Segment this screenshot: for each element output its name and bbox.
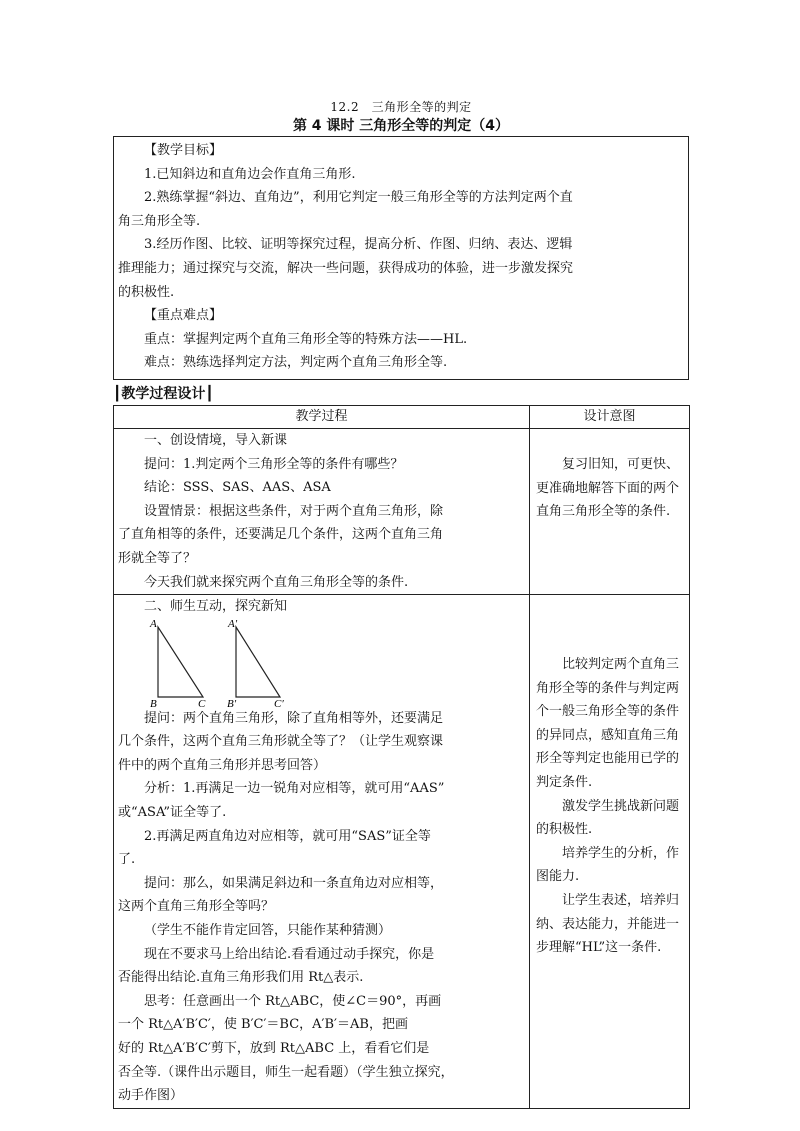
process-line: 今天我们就来探究两个直角三角形全等的条件.	[144, 574, 409, 590]
label-a: A	[150, 618, 157, 630]
key-heading: 【重点难点】	[144, 308, 223, 324]
process-line: 二、师生互动，探究新知	[144, 599, 288, 615]
objectives-heading: 【教学目标】	[144, 143, 223, 158]
label-c: C	[198, 697, 206, 707]
objective-line: 角三角形全等.	[118, 213, 201, 229]
intent-paragraph: 复习旧知，可更快、更准确地解答下面的两个直角三角形全等的条件.	[536, 456, 680, 520]
process-line: 好的 Rt△A′B′C′剪下，放到 Rt△ABC 上，看看它们是	[118, 1041, 430, 1056]
process-line: 否能得出结论.直角三角形我们用 Rt△表示.	[118, 970, 364, 986]
process-line: 一、创设情境，导入新课	[144, 432, 288, 448]
row1-process	[114, 428, 530, 594]
process-line: 思考：任意画出一个 Rt△ABC，使∠C＝90°，再画	[144, 993, 442, 1009]
label-b: B	[150, 697, 157, 707]
row2-intent	[530, 595, 690, 1109]
objective-line: 3.经历作图、比较、证明等探究过程，提高分析、作图、归纳、表达、逻辑	[144, 237, 573, 253]
label-b-prime: B′	[227, 697, 237, 707]
triangle-figure	[118, 619, 525, 707]
section-title: 12.2 三角形全等的判定	[330, 100, 472, 114]
label-a-prime: A′	[228, 618, 238, 630]
row1-intent	[530, 428, 690, 594]
lesson-title: 第 4 课时 三角形全等的判定（4）	[292, 118, 510, 134]
process-line: 分析：1.再满足一边一锐角对应相等，就可用“AAS”	[144, 781, 445, 797]
process-line: 件中的两个直角三角形并思考回答）	[118, 757, 327, 773]
process-line: 提问：1.判定两个三角形全等的条件有哪些？	[144, 456, 404, 472]
row2-process	[114, 595, 530, 1109]
process-table	[113, 405, 690, 1109]
objective-line: 的积极性.	[118, 284, 175, 300]
process-line: 结论：SSS、SAS、AAS、ASA	[144, 480, 331, 496]
objective-line: 推理能力；通过探究与交流，解决一些问题，获得成功的体验，进一步激发探究	[118, 260, 574, 276]
process-line: 了.	[118, 852, 136, 868]
process-line: 设置情景：根据这些条件，对于两个直角三角形，除	[144, 503, 444, 519]
right-triangles-diagram	[118, 619, 318, 707]
objectives-box	[113, 136, 689, 380]
process-line: 2.再满足两直角边对应相等，就可用“SAS”证全等	[144, 828, 431, 844]
triangle-abc-prime	[236, 627, 280, 697]
process-line: （学生不能作肯定回答，只能作某种猜测）	[144, 923, 392, 939]
intent-paragraph: 比较判定两个直角三角形全等的条件与判定两个一般三角形全等的条件的异同点，感知直角三角形全等判定也能用已学的判定条件.	[536, 657, 680, 791]
document-page	[113, 98, 689, 1109]
difficulty-point: 难点：熟练选择判定方法，判定两个直角三角形全等.	[144, 355, 448, 371]
process-line: 否全等.（课件出示题目，师生一起看题）（学生独立探究，	[118, 1064, 454, 1080]
process-line: 一个 Rt△A′B′C′，使 B′C′＝BC，A′B′＝AB，把画	[118, 1017, 408, 1033]
objective-line: 2.熟练掌握“斜边、直角边”，利用它判定一般三角形全等的方法判定两个直	[144, 190, 573, 206]
table-header-row	[114, 405, 690, 428]
process-line: 现在不要求马上给出结论.看看通过动手探究，你是	[144, 946, 435, 962]
process-line: 了直角相等的条件，还要满足几个条件，这两个直角三角	[118, 527, 444, 543]
intent-paragraph: 激发学生挑战新问题的积极性.	[536, 798, 680, 838]
col-header-intent: 设计意图	[530, 405, 690, 428]
table-row	[114, 595, 690, 1109]
process-section-title: ┃教学过程设计┃	[113, 385, 214, 402]
col-header-process: 教学过程	[114, 405, 530, 428]
intent-paragraph: 培养学生的分析，作图能力.	[536, 845, 680, 885]
table-row	[114, 428, 690, 594]
intent-paragraph: 让学生表述，培养归纳、表达能力，并能进一步理解“HL”这一条件.	[536, 893, 680, 956]
process-line: 提问：两个直角三角形，除了直角相等外，还要满足	[144, 710, 444, 726]
triangle-abc	[158, 627, 203, 697]
process-line: 动手作图）	[118, 1088, 184, 1104]
process-line: 形就全等了？	[118, 550, 197, 566]
label-c-prime: C′	[274, 697, 284, 707]
process-line: 提问：那么，如果满足斜边和一条直角边对应相等，	[144, 875, 444, 891]
process-line: 或“ASA”证全等了.	[118, 805, 227, 821]
process-line: 这两个直角三角形全等吗？	[118, 899, 275, 915]
objective-line: 1.已知斜边和直角边会作直角三角形.	[144, 166, 356, 182]
process-line: 几个条件，这两个直角三角形就全等了？（让学生观察课	[118, 734, 444, 750]
key-point: 重点：掌握判定两个直角三角形全等的特殊方法——HL.	[144, 331, 468, 347]
